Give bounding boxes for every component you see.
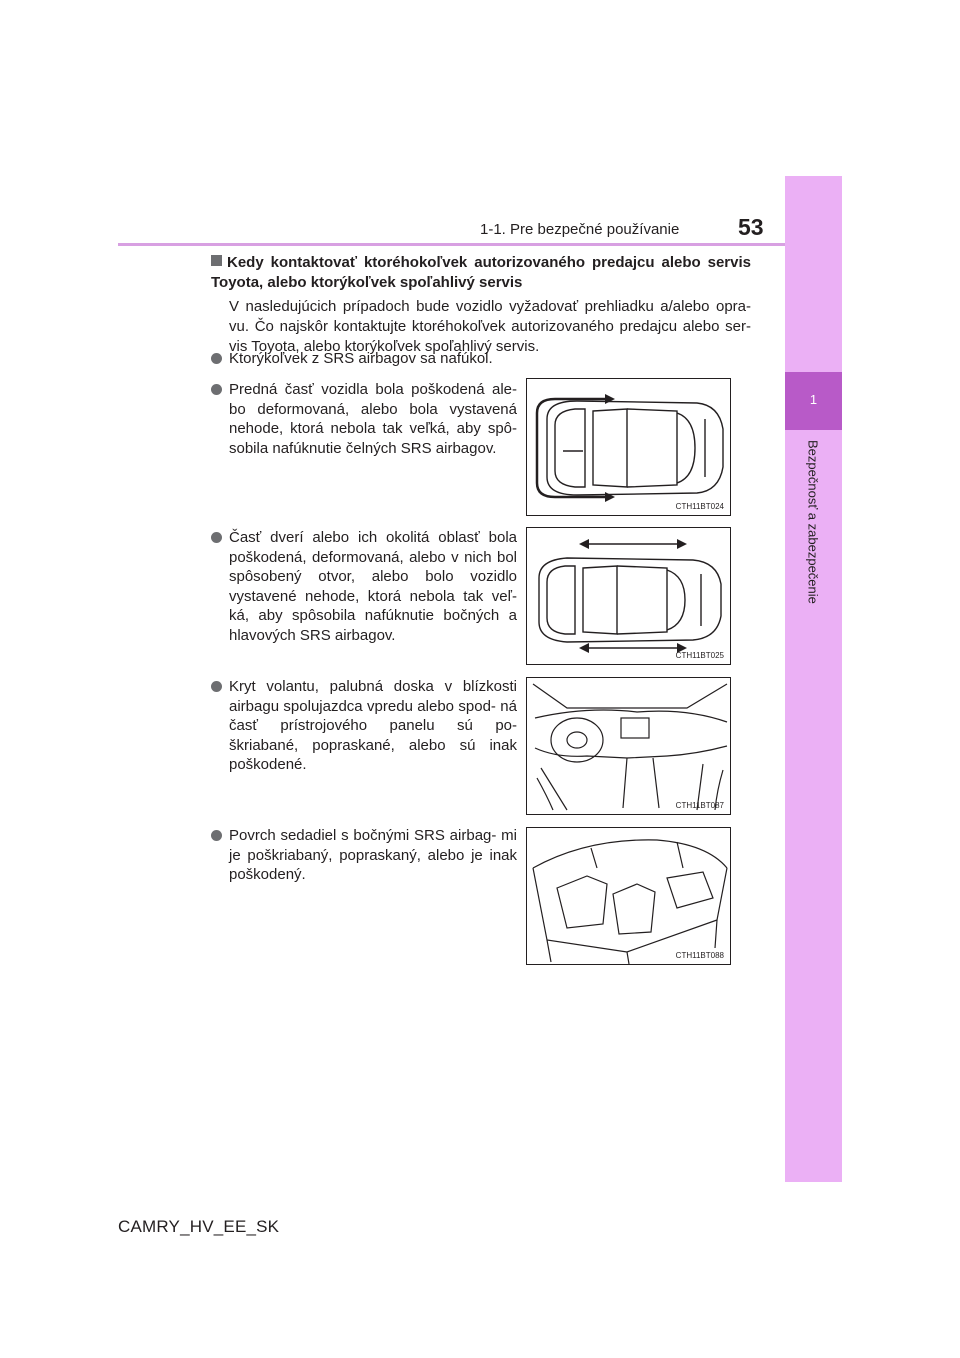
chapter-title-vertical: Bezpečnosť a zabezpečenie xyxy=(805,440,821,604)
figure-side-damage: CTH11BT025 xyxy=(526,527,731,665)
intro-paragraph: V nasledujúcich prípadoch bude vozidlo vyžadovať prehliadku a/alebo opra- vu. Čo najskôr kontaktujte ktoréhokoľvek autorizovaného predajcu alebo ser- vis Toyota, alebo ktorýkoľvek spoľahlivý servis. xyxy=(229,298,751,355)
square-bullet-icon xyxy=(211,255,222,266)
figure-front-damage: CTH11BT024 xyxy=(526,378,731,516)
bullet-item: Kryt volantu, palubná doska v blízkosti airbagu spolujazdca vpredu alebo spod- ná časť prístrojového panelu sú po- škriabané, popraskané, alebo sú inak poškodené. xyxy=(211,677,517,775)
section-heading: Kedy kontaktovať ktoréhokoľvek autorizovaného predajcu alebo servis Toyota, alebo ktorýkoľvek spoľahlivý servis xyxy=(211,254,751,291)
bullet-item: Predná časť vozidla bola poškodená ale- bo deformovaná, alebo bola vystavená nehode, ktorá nebola tak veľká, aby spô- sobila nafúknutie čelných SRS airbagov. xyxy=(211,380,517,458)
car-top-view-front-icon xyxy=(527,379,731,516)
bullet-dot-icon xyxy=(211,830,222,841)
bullet-dot-icon xyxy=(211,681,222,692)
car-interior-seats-icon xyxy=(527,828,731,965)
bullet-item: Časť dverí alebo ich okolitá oblasť bola poškodená, deformovaná, alebo v nich bol spôsobený otvor, alebo bolo vozidlo vystavené nehode, ktorá nebola tak veľ- ká, aby spôsobila nafúknutie bočných a hlavových SRS airbagov. xyxy=(211,528,517,645)
bullet-dot-icon xyxy=(211,384,222,395)
chapter-number-tab: 1 xyxy=(785,372,842,430)
section-title: 1-1. Pre bezpečné používanie xyxy=(480,221,680,238)
chapter-sidebar xyxy=(785,176,842,1182)
bullet-dot-icon xyxy=(211,532,222,543)
bullet-item: Ktorýkoľvek z SRS airbagov sa nafúkol. xyxy=(211,349,751,369)
page-number: 53 xyxy=(738,214,764,240)
figure-dashboard: CTH11BT087 xyxy=(526,677,731,815)
dashboard-interior-icon xyxy=(527,678,731,815)
document-code: CAMRY_HV_EE_SK xyxy=(118,1217,280,1236)
figure-seats: CTH11BT088 xyxy=(526,827,731,965)
header-rule xyxy=(118,243,785,246)
bullet-dot-icon xyxy=(211,353,222,364)
car-top-view-side-icon xyxy=(527,528,731,665)
bullet-item: Povrch sedadiel s bočnými SRS airbag- mi je poškriabaný, popraskaný, alebo je inak poškodený. xyxy=(211,826,517,885)
